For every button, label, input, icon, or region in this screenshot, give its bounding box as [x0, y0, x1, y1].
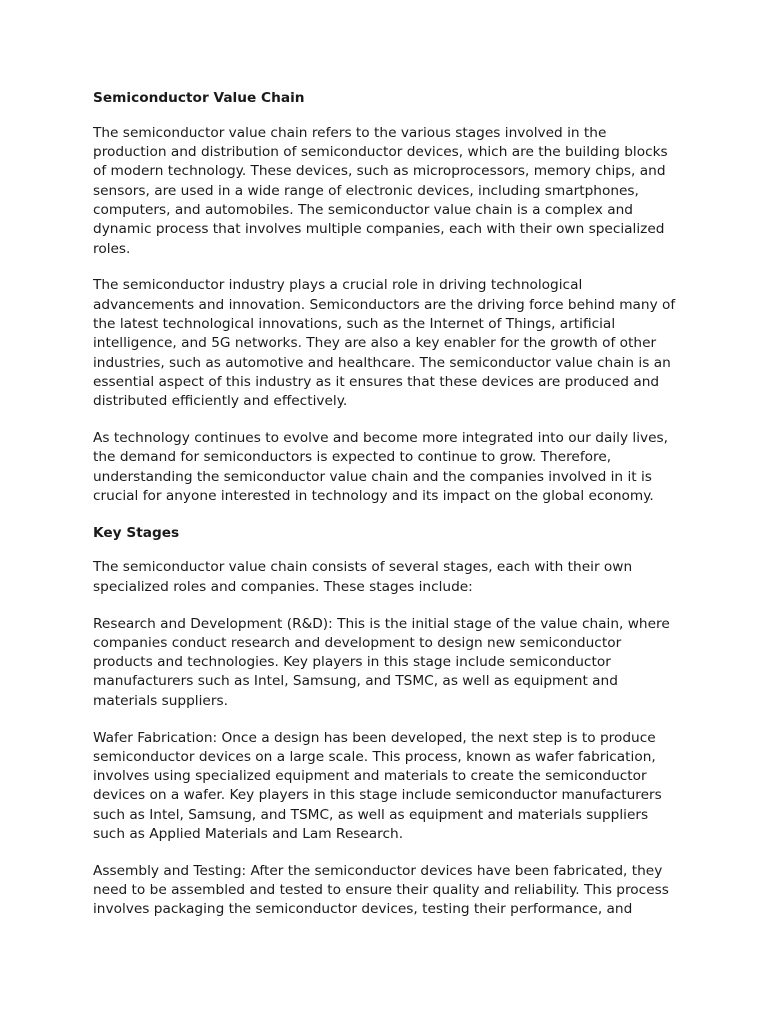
paragraph-research-development: Research and Development (R&D): This is the initial stage of the value chain, where companies conduct research and development to design new semiconductor products and technologies. Key players in this stage include semiconductor manufacturers such as Intel, Samsung, and TSMC, as well as equipment and materials suppliers.: [93, 615, 670, 709]
paragraph-stages-intro: The semiconductor value chain consists of several stages, each with their own specialized roles and companies. These stages include:: [93, 559, 633, 595]
section-heading-value-chain: Semiconductor Value Chain: [93, 90, 305, 106]
section-heading-key-stages: Key Stages: [93, 524, 180, 541]
paragraph-industry-role: The semiconductor industry plays a crucial role in driving technological advancements and innovation. Semiconductors are the driving force behind many of the latest technological innovations, such as the Internet of Things, artificial intelligence, and 5G networks. They are also a key enabler for the growth of other industries, such as automotive and healthcare. The semiconductor value chain is an essential aspect of this industry as it ensures that these devices are produced and distributed efficiently and effectively.: [93, 277, 676, 410]
paragraph-assembly-testing: Assembly and Testing: After the semiconductor devices have been fabricated, they need to be assembled and tested to ensure their quality and reliability. This process involves packaging the semiconductor devices, testing their performance, and: [93, 862, 669, 918]
document-body: [93, 89, 678, 937]
paragraph-demand: As technology continues to evolve and become more integrated into our daily lives, the demand for semiconductors is expected to continue to grow. Therefore, understanding the semiconductor value chain and the companies involved in it is crucial for anyone interested in technology and its impact on the global economy.: [93, 429, 669, 504]
paragraph-wafer-fabrication: Wafer Fabrication: Once a design has been developed, the next step is to produce semiconductor devices on a large scale. This process, known as wafer fabrication, involves using specialized equipment and materials to create the semiconductor devices on a wafer. Key players in this stage include semiconductor manufacturers such as Intel, Samsung, and TSMC, as well as equipment and materials suppliers such as Applied Materials and Lam Research.: [93, 729, 662, 842]
paragraph-intro: The semiconductor value chain refers to the various stages involved in the production and distribution of semiconductor devices, which are the building blocks of modern technology. These devices, such as microprocessors, memory chips, and sensors, are used in a wide range of electronic devices, including smartphones, computers, and automobiles. The semiconductor value chain is a complex and dynamic process that involves multiple companies, each with their own specialized roles.: [93, 124, 668, 257]
